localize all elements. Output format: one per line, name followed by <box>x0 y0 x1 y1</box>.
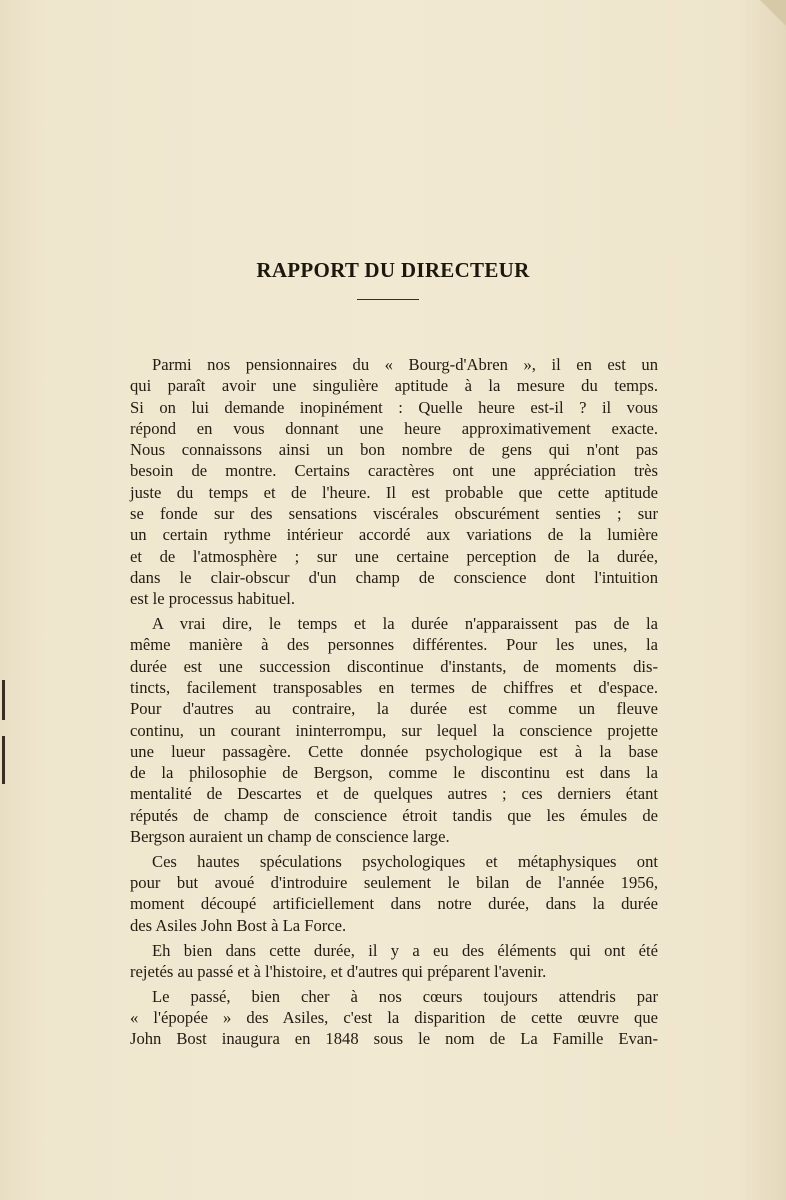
text-line: dans le clair-obscur d'un champ de conscience dont l'intuition <box>130 567 658 587</box>
text-line: un certain rythme intérieur accordé aux variations de la lumière <box>130 525 658 545</box>
text-line: besoin de montre. Certains caractères ont une appréciation très <box>130 461 658 481</box>
title-divider <box>357 299 419 300</box>
text-line: Ces hautes spéculations psychologiques et métaphysiques ont <box>152 851 658 871</box>
text-line: Nous connaissons ainsi un bon nombre de gens qui n'ont pas <box>130 440 658 460</box>
text-line: de la philosophie de Bergson, comme le discontinu est dans la <box>130 763 658 783</box>
text-line: mentalité de Descartes et de quelques autres ; ces derniers étant <box>130 784 658 804</box>
paragraph <box>130 940 658 983</box>
text-line: « l'épopée » des Asiles, c'est la disparition de cette œuvre que <box>130 1007 658 1027</box>
text-line: Pour d'autres au contraire, la durée est comme un fleuve <box>130 699 658 719</box>
text-line: juste du temps et de l'heure. Il est probable que cette aptitude <box>130 482 658 502</box>
text-line: Si on lui demande inopinément : Quelle heure est-il ? il vous <box>130 397 658 417</box>
text-line: Eh bien dans cette durée, il y a eu des éléments qui ont été <box>152 940 658 960</box>
text-line: moment découpé artificiellement dans notre durée, dans la durée <box>130 894 658 914</box>
body-text <box>130 354 658 1050</box>
paragraph <box>130 354 658 610</box>
text-line: pour but avoué d'introduire seulement le bilan de l'année 1956, <box>130 873 658 893</box>
text-line: des Asiles John Bost à La Force. <box>130 915 347 935</box>
text-line: même manière à des personnes différentes. Pour les unes, la <box>130 635 658 655</box>
text-line: A vrai dire, le temps et la durée n'apparaissent pas de la <box>152 614 658 634</box>
text-line: et de l'atmosphère ; sur une certaine perception de la durée, <box>130 546 658 566</box>
text-line: répond en vous donnant une heure approximativement exacte. <box>130 418 658 438</box>
text-line: continu, un courant ininterrompu, sur lequel la conscience projette <box>130 720 658 740</box>
text-line: tincts, facilement transposables en termes de chiffres et d'espace. <box>130 677 658 697</box>
paragraph <box>130 613 658 847</box>
text-line: John Bost inaugura en 1848 sous le nom de La Famille Evan- <box>130 1029 658 1049</box>
text-line: rejetés au passé et à l'histoire, et d'autres qui préparent l'avenir. <box>130 961 547 981</box>
paragraph <box>130 851 658 936</box>
text-line: qui paraît avoir une singulière aptitude à la mesure du temps. <box>130 376 658 396</box>
binding-marks <box>0 680 8 790</box>
text-line: Le passé, bien cher à nos cœurs toujours attendris par <box>152 986 658 1006</box>
text-line: Bergson auraient un champ de conscience large. <box>130 827 450 847</box>
text-line: se fonde sur des sensations viscérales obscurément senties ; sur <box>130 504 658 524</box>
text-line: réputés de champ de conscience étroit tandis que les émules de <box>130 805 658 825</box>
text-line: est le processus habituel. <box>130 589 295 609</box>
paragraph <box>130 986 658 1050</box>
page-corner-fold <box>760 0 786 26</box>
text-line: Parmi nos pensionnaires du « Bourg-d'Abren », il en est un <box>152 355 658 374</box>
page-title: RAPPORT DU DIRECTEUR <box>256 258 530 282</box>
text-line: durée est une succession discontinue d'instants, de moments dis- <box>130 656 658 676</box>
text-line: une lueur passagère. Cette donnée psychologique est à la base <box>130 741 658 761</box>
